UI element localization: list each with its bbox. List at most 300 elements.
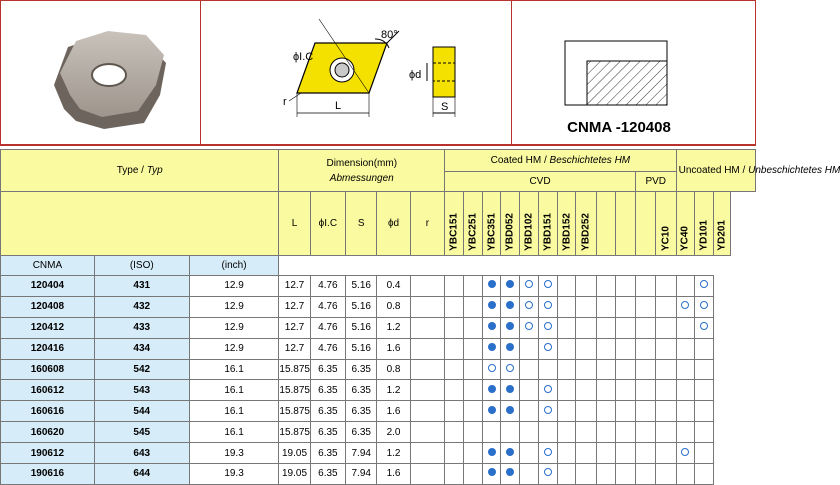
grade-availability-cell [463,317,482,338]
filled-circle-icon [488,468,496,476]
grade-label: YBC351 [486,213,498,251]
grade-availability-cell [616,464,636,485]
open-circle-icon [544,301,552,309]
grade-column-header [520,192,539,256]
grade-availability-cell [655,380,676,401]
grade-availability-cell [482,422,501,443]
length-cell: 19.3 [189,464,279,485]
insert-photo [46,25,176,135]
grade-availability-cell [576,317,597,338]
grade-availability-cell [655,422,676,443]
ic-cell: 12.7 [279,338,310,359]
radius-cell: 1.6 [377,464,410,485]
grade-availability-cell [520,401,539,422]
grade-availability-cell [597,338,616,359]
thickness-cell: 4.76 [310,317,345,338]
grade-availability-cell [557,296,576,317]
radius-cell: 1.6 [377,401,410,422]
grade-availability-cell [445,380,464,401]
grade-availability-cell [695,380,714,401]
open-circle-icon [525,301,533,309]
grade-availability-cell [557,464,576,485]
grade-availability-cell [616,296,636,317]
inch-code-cell: 544 [94,401,189,422]
coated-header: Coated HM / Beschichtetes HM [445,150,676,172]
grade-label: YBD052 [504,213,516,251]
grade-availability-cell [616,380,636,401]
grade-availability-cell [597,296,616,317]
table-row [1,296,756,317]
grade-availability-cell [463,380,482,401]
band-divider [200,1,201,146]
inch-code-cell: 433 [94,317,189,338]
corner-radius-label: r [283,96,287,108]
length-cell: 19.3 [189,443,279,464]
grade-availability-cell [676,464,695,485]
grade-availability-cell [576,464,597,485]
grade-availability-cell [557,443,576,464]
filled-circle-icon [506,385,514,393]
grade-availability-cell [538,276,557,297]
grade-availability-cell [655,464,676,485]
grade-availability-cell [616,338,636,359]
inch-code-cell: 431 [94,276,189,297]
table-row [1,338,756,359]
grade-label: YC40 [679,225,691,251]
filled-circle-icon [488,385,496,393]
grade-column-header [616,192,636,256]
length-label: L [335,100,342,112]
grade-availability-cell [538,401,557,422]
iso-code-cell: 120416 [1,338,95,359]
grade-availability-cell [538,422,557,443]
dimension-column-header: r [410,192,444,256]
hole-cell: 7.94 [346,464,377,485]
grade-label: YBC151 [448,213,460,251]
grade-availability-cell [501,443,520,464]
grade-availability-cell [482,276,501,297]
grade-availability-cell [482,401,501,422]
iso-code-cell: 190616 [1,464,95,485]
dimension-column-header: ϕI.C [310,192,345,256]
grade-availability-cell [576,401,597,422]
grade-availability-cell [501,422,520,443]
grade-availability-cell [520,338,539,359]
radius-cell: 1.2 [377,317,410,338]
open-circle-icon [544,280,552,288]
open-circle-icon [681,448,689,456]
grade-availability-cell [501,401,520,422]
thickness-cell: 6.35 [310,359,345,380]
filled-circle-icon [506,448,514,456]
grade-column-header [576,192,597,256]
open-circle-icon [700,322,708,330]
grade-label: YBD102 [523,213,535,251]
grade-availability-cell [635,296,655,317]
filled-circle-icon [488,448,496,456]
grade-availability-cell [463,276,482,297]
ic-cell: 12.7 [279,276,310,297]
grade-availability-cell [597,422,616,443]
grade-availability-cell [520,276,539,297]
grade-availability-cell [463,359,482,380]
radius-cell: 1.2 [377,443,410,464]
grade-availability-cell [695,464,714,485]
grade-availability-cell [501,380,520,401]
grade-availability-cell [410,380,444,401]
type-spacer [1,192,279,256]
dimension-column-header: S [346,192,377,256]
grade-availability-cell [538,359,557,380]
grade-availability-cell [538,296,557,317]
grade-label: YBD152 [561,213,573,251]
ic-cell: 15.875 [279,401,310,422]
grade-availability-cell [445,317,464,338]
filled-circle-icon [506,301,514,309]
dimension-column-header: ϕd [377,192,410,256]
inch-code-cell: 545 [94,422,189,443]
grade-availability-cell [576,276,597,297]
open-circle-icon [700,280,708,288]
grade-availability-cell [616,317,636,338]
thickness-cell: 6.35 [310,443,345,464]
radius-cell: 2.0 [377,422,410,443]
grade-availability-cell [635,380,655,401]
hole-cell: 6.35 [346,359,377,380]
length-cell: 12.9 [189,296,279,317]
grade-availability-cell [557,338,576,359]
ic-cell: 12.7 [279,296,310,317]
filled-circle-icon [506,322,514,330]
grade-availability-cell [597,276,616,297]
hole-diameter-label: ϕd [409,69,422,81]
grade-availability-cell [616,359,636,380]
grade-availability-cell [410,338,444,359]
inch-code-cell: 644 [94,464,189,485]
grade-availability-cell [635,443,655,464]
grade-availability-cell [557,359,576,380]
grade-availability-cell [635,338,655,359]
grade-availability-cell [501,338,520,359]
length-cell: 16.1 [189,401,279,422]
length-cell: 12.9 [189,338,279,359]
grade-availability-cell [501,296,520,317]
grade-availability-cell [520,296,539,317]
grade-availability-cell [463,338,482,359]
length-cell: 16.1 [189,380,279,401]
grade-availability-cell [445,464,464,485]
iso-code-cell: 160616 [1,401,95,422]
hole-cell: 6.35 [346,422,377,443]
length-cell: 12.9 [189,317,279,338]
grade-availability-cell [538,464,557,485]
insert-section-drawing [563,39,669,109]
thickness-cell: 4.76 [310,338,345,359]
grade-label: YBD252 [580,213,592,251]
table-row [1,464,756,485]
open-circle-icon [544,322,552,330]
open-circle-icon [544,448,552,456]
thickness-cell: 6.35 [310,380,345,401]
grade-availability-cell [445,276,464,297]
grade-availability-cell [557,380,576,401]
cvd-header: CVD [445,172,636,192]
grade-availability-cell [501,359,520,380]
iso-header: (ISO) [94,256,189,276]
radius-cell: 0.4 [377,276,410,297]
grade-availability-cell [676,422,695,443]
filled-circle-icon [488,406,496,414]
grade-availability-cell [501,276,520,297]
grade-availability-cell [538,443,557,464]
grade-availability-cell [410,276,444,297]
filled-circle-icon [488,322,496,330]
inch-code-cell: 432 [94,296,189,317]
length-cell: 16.1 [189,422,279,443]
iso-code-cell: 160608 [1,359,95,380]
open-circle-icon [544,406,552,414]
table-row [1,401,756,422]
grade-availability-cell [695,296,714,317]
grade-column-header [676,192,695,256]
table-row [1,443,756,464]
ic-label: ϕI.C [293,51,314,63]
inch-code-cell: 643 [94,443,189,464]
grade-availability-cell [695,338,714,359]
drawing-caption: CNMA -120408 [567,119,671,136]
grade-availability-cell [576,422,597,443]
grade-availability-cell [463,464,482,485]
grade-availability-cell [676,296,695,317]
grade-column-header [501,192,520,256]
grade-availability-cell [445,338,464,359]
grade-column-header [695,192,714,256]
iso-code-cell: 120404 [1,276,95,297]
grade-availability-cell [695,422,714,443]
inch-header: (inch) [189,256,279,276]
open-circle-icon [681,301,689,309]
open-circle-icon [544,343,552,351]
filled-circle-icon [506,280,514,288]
ic-cell: 15.875 [279,359,310,380]
grade-availability-cell [597,359,616,380]
ic-cell: 19.05 [279,443,310,464]
grade-availability-cell [445,443,464,464]
grade-label: YD201 [716,220,728,251]
grade-availability-cell [410,296,444,317]
grade-availability-cell [676,380,695,401]
grade-availability-cell [445,401,464,422]
grade-availability-cell [655,317,676,338]
grade-availability-cell [520,464,539,485]
grade-column-header [445,192,464,256]
grade-availability-cell [676,443,695,464]
grade-availability-cell [616,276,636,297]
uncoated-header: Uncoated HM / Unbeschichtetes HM [676,150,755,192]
grade-availability-cell [655,296,676,317]
grade-availability-cell [597,401,616,422]
grade-availability-cell [695,401,714,422]
thickness-label: S [441,101,449,113]
grade-availability-cell [538,338,557,359]
series-name: CNMA [1,256,95,276]
band-divider [511,1,512,146]
grade-column-header [557,192,576,256]
grade-availability-cell [597,464,616,485]
open-circle-icon [488,364,496,372]
inch-code-cell: 543 [94,380,189,401]
grade-availability-cell [538,380,557,401]
grade-availability-cell [410,359,444,380]
grade-label: YD101 [698,220,710,251]
grade-availability-cell [576,380,597,401]
grade-availability-cell [616,422,636,443]
grade-availability-cell [482,338,501,359]
grade-availability-cell [616,443,636,464]
thickness-cell: 6.35 [310,422,345,443]
filled-circle-icon [488,301,496,309]
grade-availability-cell [410,443,444,464]
grade-availability-cell [635,422,655,443]
insert-illustration-band [0,0,756,146]
grade-availability-cell [557,276,576,297]
grade-availability-cell [520,359,539,380]
iso-code-cell: 120412 [1,317,95,338]
grade-availability-cell [557,422,576,443]
grade-availability-cell [557,317,576,338]
grade-availability-cell [410,317,444,338]
grade-availability-cell [520,443,539,464]
grade-availability-cell [695,359,714,380]
grade-availability-cell [576,359,597,380]
grade-column-header [538,192,557,256]
grade-column-header [635,192,655,256]
grade-availability-cell [445,359,464,380]
open-circle-icon [525,322,533,330]
hole-cell: 6.35 [346,380,377,401]
insert-spec-table [0,149,840,485]
filled-circle-icon [488,280,496,288]
grade-column-header [655,192,676,256]
grade-column-header [714,192,731,256]
hole-cell: 7.94 [346,443,377,464]
dimension-column-header: L [279,192,310,256]
type-header: Type / Typ [1,150,279,192]
dimension-header: Dimension(mm) Abmessungen [279,150,445,192]
open-circle-icon [525,280,533,288]
hole-cell: 5.16 [346,276,377,297]
grade-availability-cell [520,317,539,338]
thickness-cell: 6.35 [310,401,345,422]
hole-cell: 6.35 [346,401,377,422]
thickness-cell: 4.76 [310,276,345,297]
table-row [1,359,756,380]
filled-circle-icon [506,468,514,476]
pvd-header: PVD [635,172,676,192]
iso-code-cell: 190612 [1,443,95,464]
grade-availability-cell [635,276,655,297]
filled-circle-icon [506,406,514,414]
grade-availability-cell [501,464,520,485]
grade-availability-cell [445,296,464,317]
grade-availability-cell [576,338,597,359]
grade-label: YBC251 [467,213,479,251]
grade-availability-cell [520,422,539,443]
grade-availability-cell [635,464,655,485]
grade-column-header [463,192,482,256]
grade-availability-cell [463,296,482,317]
grade-column-header [482,192,501,256]
grade-availability-cell [576,296,597,317]
grade-availability-cell [463,443,482,464]
table-row [1,422,756,443]
grade-availability-cell [576,443,597,464]
grade-availability-cell [482,380,501,401]
grade-availability-cell [597,317,616,338]
grade-availability-cell [695,317,714,338]
radius-cell: 1.6 [377,338,410,359]
thickness-cell: 4.76 [310,296,345,317]
grade-availability-cell [635,359,655,380]
grade-availability-cell [635,317,655,338]
grade-availability-cell [655,401,676,422]
open-circle-icon [506,364,514,372]
grade-availability-cell [655,276,676,297]
grade-availability-cell [520,380,539,401]
hole-cell: 5.16 [346,296,377,317]
grade-availability-cell [695,276,714,297]
grade-column-header [597,192,616,256]
iso-code-cell: 160612 [1,380,95,401]
grade-availability-cell [482,464,501,485]
grade-availability-cell [655,338,676,359]
grade-availability-cell [655,443,676,464]
grade-availability-cell [676,359,695,380]
grade-availability-cell [676,317,695,338]
grade-availability-cell [616,401,636,422]
iso-code-cell: 160620 [1,422,95,443]
grade-availability-cell [676,338,695,359]
grade-availability-cell [655,359,676,380]
grade-availability-cell [482,443,501,464]
header-spacer [279,256,756,276]
thickness-cell: 6.35 [310,464,345,485]
grade-availability-cell [557,401,576,422]
ic-cell: 15.875 [279,422,310,443]
iso-code-cell: 120408 [1,296,95,317]
grade-availability-cell [597,443,616,464]
grade-availability-cell [482,359,501,380]
grade-availability-cell [676,401,695,422]
grade-label: YC10 [660,225,672,251]
ic-cell: 19.05 [279,464,310,485]
hole-cell: 5.16 [346,317,377,338]
grade-availability-cell [410,422,444,443]
grade-availability-cell [676,276,695,297]
grade-availability-cell [538,317,557,338]
grade-availability-cell [482,317,501,338]
table-row [1,276,756,297]
grade-availability-cell [463,422,482,443]
table-row [1,380,756,401]
length-cell: 12.9 [189,276,279,297]
grade-availability-cell [695,443,714,464]
ic-cell: 15.875 [279,380,310,401]
grade-availability-cell [597,380,616,401]
grade-availability-cell [635,401,655,422]
angle-label: 80° [381,29,398,41]
filled-circle-icon [488,343,496,351]
